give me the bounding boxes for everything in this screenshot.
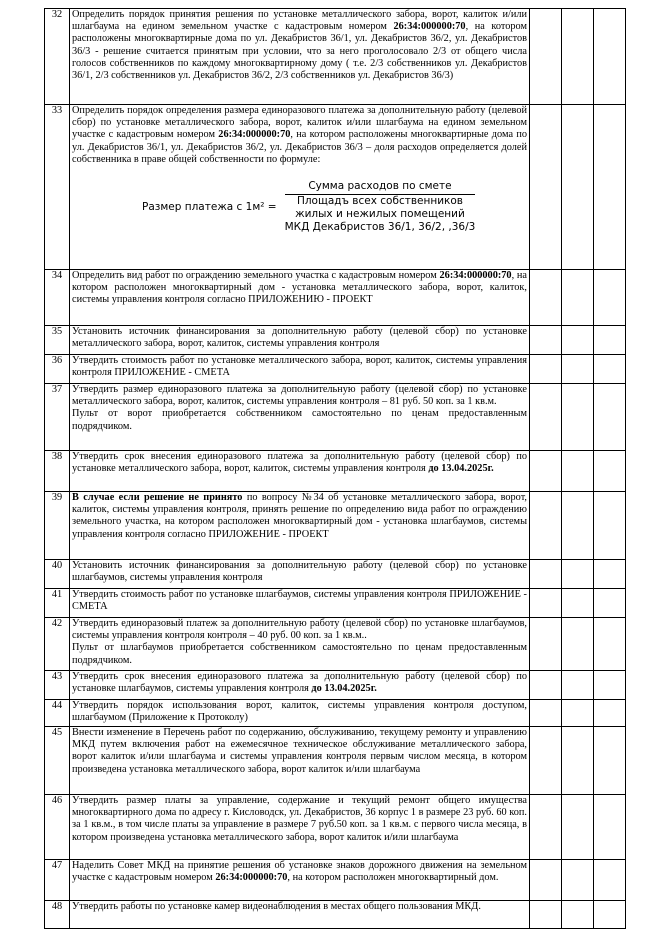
vote-against-cell[interactable]	[562, 700, 594, 727]
agenda-row	[45, 451, 626, 492]
question-paragraph	[72, 326, 527, 350]
bold-text: В случае если решение не принято	[72, 492, 243, 503]
question-text	[70, 671, 530, 700]
agenda-row	[45, 326, 626, 355]
question-number: 44	[45, 700, 70, 727]
vote-abstain-cell[interactable]	[594, 355, 626, 384]
question-number: 45	[45, 727, 70, 795]
vote-abstain-cell[interactable]	[594, 860, 626, 901]
agenda-row	[45, 560, 626, 589]
text-run: Определить вид работ по ограждению земельного участка с кадастровым номером	[72, 270, 440, 281]
question-paragraph	[72, 589, 527, 613]
question-paragraph	[72, 9, 527, 82]
vote-abstain-cell[interactable]	[594, 105, 626, 270]
vote-for-cell[interactable]	[530, 671, 562, 700]
vote-abstain-cell[interactable]	[594, 270, 626, 326]
question-number: 47	[45, 860, 70, 901]
agenda-row	[45, 795, 626, 860]
question-paragraph	[72, 451, 527, 475]
vote-for-cell[interactable]	[530, 700, 562, 727]
vote-against-cell[interactable]	[562, 451, 594, 492]
bold-text: 26:34:000000:70	[393, 21, 466, 33]
vote-abstain-cell[interactable]	[594, 795, 626, 860]
questions-table	[44, 8, 626, 929]
formula-denominator-line: Площадъ всех собственников	[296, 195, 463, 208]
vote-against-cell[interactable]	[562, 901, 594, 929]
question-paragraph	[72, 355, 527, 379]
text-run: Установить источник финансирования за дополнительную работу (целевой сбор) по установке металлического забора, ворот, калиток, системы управления контроля	[72, 326, 527, 350]
bold-text: до 13.04.2025г.	[311, 683, 377, 695]
vote-abstain-cell[interactable]	[594, 589, 626, 618]
question-text	[70, 384, 530, 451]
text-run: , на котором расположен многоквартирный дом.	[287, 872, 499, 884]
vote-against-cell[interactable]	[562, 355, 594, 384]
vote-against-cell[interactable]	[562, 9, 594, 105]
vote-against-cell[interactable]	[562, 795, 594, 860]
vote-abstain-cell[interactable]	[594, 451, 626, 492]
bold-text: 26:34:000000:70	[218, 129, 291, 141]
agenda-row	[45, 901, 626, 929]
text-run: Внести изменение в Перечень работ по содержанию, обслуживанию, текущему ремонту и управлению МКД путем включения работ на ежемесячное техническое обслуживание металлического забора, ворот калиток и/или шлагбаума и системы управления контроля первым числом месяца, в котором произведена установка металлического забора, ворот калиток и/или шлагбаума	[72, 727, 527, 775]
vote-for-cell[interactable]	[530, 270, 562, 326]
bold-text: 26:34:000000:70	[215, 872, 288, 884]
formula-label: Размер платежа с 1м² =	[142, 201, 277, 214]
text-run: Утвердить стоимость работ по установке шлагбаумов, системы управления контроля ПРИЛОЖЕНИЕ - СМЕТА	[72, 589, 527, 613]
bold-text: до 13.04.2025г.	[428, 463, 494, 475]
question-text	[70, 560, 530, 589]
text-run: Утвердить размер единоразового платежа за дополнительную работу (целевой сбор) по установке металлического забора, ворот, калиток, системы управления контроля – 81 руб. 50 коп. за 1 кв.м.	[72, 384, 527, 408]
text-run: Утвердить стоимость работ по установке металлического забора, ворот, калиток, системы управления контроля ПРИЛОЖЕНИЕ - СМЕТА	[72, 355, 527, 379]
vote-for-cell[interactable]	[530, 105, 562, 270]
agenda-row	[45, 700, 626, 727]
vote-for-cell[interactable]	[530, 326, 562, 355]
formula-numerator: Сумма расходов по смете	[285, 180, 476, 195]
vote-abstain-cell[interactable]	[594, 618, 626, 671]
formula-denominator	[285, 195, 476, 234]
vote-abstain-cell[interactable]	[594, 384, 626, 451]
question-number: 38	[45, 451, 70, 492]
question-text	[70, 355, 530, 384]
text-run: Утвердить единоразовый платеж за дополнительную работу (целевой сбор) по установке шлагбаумов, системы управления контроля контроля – 40 руб. 00 коп. за 1 кв.м..	[72, 618, 527, 642]
agenda-row	[45, 671, 626, 700]
question-paragraph	[72, 105, 527, 166]
agenda-row	[45, 105, 626, 270]
payment-formula	[72, 166, 527, 242]
bold-text: 26:34:000000:70	[439, 270, 512, 281]
agenda-row	[45, 9, 626, 105]
text-run: Определить порядок определения размера единоразового платежа за дополнительную работу (целевой сбор) по установке металлического забора, ворот, калиток и/или шлагбаума на едином земельном участке с кадастровым номером	[72, 105, 527, 141]
question-text	[70, 618, 530, 671]
question-paragraph	[72, 795, 527, 844]
question-number: 39	[45, 492, 70, 560]
vote-abstain-cell[interactable]	[594, 671, 626, 700]
question-text	[70, 860, 530, 901]
vote-for-cell[interactable]	[530, 618, 562, 671]
question-number: 46	[45, 795, 70, 860]
text-run: Установить источник финансирования за дополнительную работу (целевой сбор) по установке шлагбаумов, системы управления контроля	[72, 560, 527, 584]
question-text	[70, 700, 530, 727]
question-paragraph	[72, 384, 527, 408]
question-text	[70, 270, 530, 326]
question-number: 41	[45, 589, 70, 618]
text-run: Утвердить размер платы за управление, содержание и текущий ремонт общего имущества многоквартирного дома по адресу г. Кисловодск, ул. Декабристов, 36 корпус 1 в размере 23 руб. 60 коп. за 1 кв.м., в том числе платы за управление в размере 7 руб.50 коп. за 1 кв.м. с первого числа месяца, в котором произведена установка металлического забора, ворот калиток и/или шлагбаума	[72, 795, 527, 843]
vote-for-cell[interactable]	[530, 355, 562, 384]
agenda-row	[45, 727, 626, 795]
text-run: Утвердить срок внесения единоразового платежа за дополнительную работу (целевой сбор) по установке металлического забора, ворот, калиток, системы управления контроля	[72, 451, 527, 475]
questions-table-body	[45, 9, 626, 929]
text-run: , на котором расположен многоквартирный дом - установка металлического забора, ворот, калиток, системы управления контроля согласно ПРИЛОЖЕНИЮ - ПРОЕКТ	[72, 270, 527, 306]
vote-against-cell[interactable]	[562, 727, 594, 795]
question-number: 48	[45, 901, 70, 929]
text-run: Утвердить порядок использования ворот, калиток, системы управления контроля доступом, шлагбаумом (Приложение к Протоколу)	[72, 700, 527, 724]
vote-against-cell[interactable]	[562, 326, 594, 355]
vote-for-cell[interactable]	[530, 860, 562, 901]
vote-abstain-cell[interactable]	[594, 901, 626, 929]
text-run: по вопросу №34 об установке металлического забора, ворот, калиток, системы управления контроля, принять решение по определению вида работ по ограждению земельного участка, на котором расположен многоквартирный дом - установка шлагбаумов, системы управления контроля согласно ПРИЛОЖЕНИЕ - ПРОЕКТ	[72, 492, 527, 540]
vote-against-cell[interactable]	[562, 384, 594, 451]
vote-for-cell[interactable]	[530, 451, 562, 492]
vote-for-cell[interactable]	[530, 727, 562, 795]
question-paragraph	[72, 618, 527, 642]
vote-for-cell[interactable]	[530, 384, 562, 451]
remote-note: Пульт от ворот приобретается собственником самостоятельно по ценам предоставленным подрядчиком.	[72, 408, 527, 432]
vote-abstain-cell[interactable]	[594, 560, 626, 589]
question-text	[70, 451, 530, 492]
text-run: Определить порядок принятия решения по установке металлического забора, ворот, калиток и/или шлагбаума на едином земельном участке с кадастровым номером	[72, 9, 527, 33]
question-paragraph	[72, 270, 527, 307]
question-text	[70, 9, 530, 105]
vote-against-cell[interactable]	[562, 671, 594, 700]
question-text	[70, 795, 530, 860]
question-number: 37	[45, 384, 70, 451]
question-number: 36	[45, 355, 70, 384]
agenda-row	[45, 355, 626, 384]
vote-against-cell[interactable]	[562, 560, 594, 589]
question-text	[70, 727, 530, 795]
vote-against-cell[interactable]	[562, 270, 594, 326]
vote-against-cell[interactable]	[562, 589, 594, 618]
agenda-row	[45, 384, 626, 451]
question-number: 40	[45, 560, 70, 589]
question-paragraph	[72, 860, 527, 884]
vote-for-cell[interactable]	[530, 589, 562, 618]
question-paragraph	[72, 727, 527, 776]
agenda-row	[45, 589, 626, 618]
vote-for-cell[interactable]	[530, 560, 562, 589]
vote-against-cell[interactable]	[562, 618, 594, 671]
question-number: 33	[45, 105, 70, 270]
remote-note: Пульт от шлагбаумов приобретается собственником самостоятельно по ценам предоставленным подрядчиком.	[72, 642, 527, 666]
vote-abstain-cell[interactable]	[594, 727, 626, 795]
question-text	[70, 901, 530, 929]
vote-against-cell[interactable]	[562, 492, 594, 560]
question-text	[70, 326, 530, 355]
formula-denominator-line: МКД Декабристов 36/1, 36/2, ,36/3	[284, 221, 476, 234]
vote-for-cell[interactable]	[530, 492, 562, 560]
text-run: Наделить Совет МКД на принятие решения об установке знаков дорожного движения на земельном участке с кадастровым номером	[72, 860, 527, 884]
vote-for-cell[interactable]	[530, 901, 562, 929]
vote-against-cell[interactable]	[562, 860, 594, 901]
agenda-row	[45, 860, 626, 901]
question-number: 34	[45, 270, 70, 326]
vote-abstain-cell[interactable]	[594, 326, 626, 355]
question-number: 35	[45, 326, 70, 355]
formula-denominator-line: жилых и нежилых помещений	[295, 208, 465, 221]
question-number: 43	[45, 671, 70, 700]
agenda-row	[45, 492, 626, 560]
vote-abstain-cell[interactable]	[594, 9, 626, 105]
question-text	[70, 105, 530, 270]
text-run: Утвердить срок внесения единоразового платежа за дополнительную работу (целевой сбор) по установке шлагбаумов, системы управления контроля	[72, 671, 527, 695]
text-run: , на котором расположены многоквартирные дома по ул. Декабристов 36/1, ул. Декабристов 36/2, ул. Декабристов 36/3 – доля расходов определяется долей собственника в праве общей собственности по формуле:	[72, 129, 527, 165]
question-paragraph	[72, 700, 527, 724]
question-paragraph	[72, 560, 527, 584]
question-paragraph	[72, 492, 527, 541]
vote-against-cell[interactable]	[562, 105, 594, 270]
agenda-row	[45, 270, 626, 326]
text-run: , на котором расположены многоквартирные дома по ул. Декабристов 36/1, ул. Декабристов 36/2, ул. Декабристов 36/3 - решение считается принятым при условии, что за него проголосовало 2/3 от общего числа голосов собственников по каждому многоквартирному дому ( т.е. 2/3 собственников ул. Декабристов 36/1, 2/3 собственников ул. Декабристов 36/2, 2/3 собственников ул. Декабристов 36/3)	[72, 21, 527, 82]
text-run: Утвердить работы по установке камер видеонаблюдения в местах общего пользования МКД.	[72, 901, 481, 912]
question-text	[70, 589, 530, 618]
question-paragraph	[72, 901, 527, 913]
vote-abstain-cell[interactable]	[594, 700, 626, 727]
vote-for-cell[interactable]	[530, 795, 562, 860]
question-number: 32	[45, 9, 70, 105]
formula-fraction	[285, 180, 476, 234]
question-paragraph	[72, 671, 527, 695]
question-number: 42	[45, 618, 70, 671]
question-text	[70, 492, 530, 560]
vote-abstain-cell[interactable]	[594, 492, 626, 560]
vote-for-cell[interactable]	[530, 9, 562, 105]
agenda-row	[45, 618, 626, 671]
